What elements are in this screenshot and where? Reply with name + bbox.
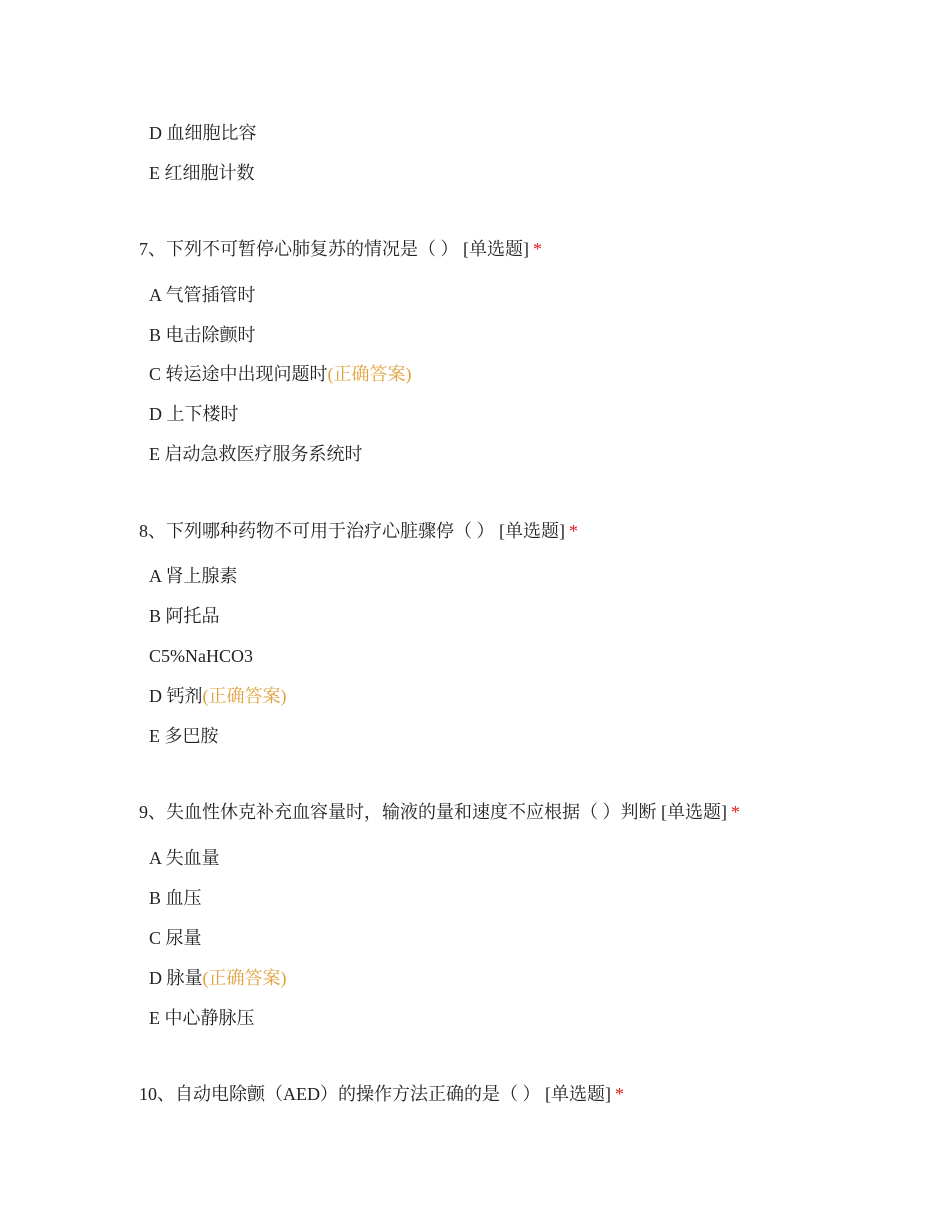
option-text: C 尿量 [149, 928, 202, 948]
question-9-option-d[interactable] [149, 966, 287, 990]
correct-answer-marker: (正确答案) [202, 686, 287, 706]
option-text: A 气管插管时 [149, 285, 256, 305]
question-10-title [139, 1082, 624, 1106]
option-text: D 血细胞比容 [149, 123, 257, 143]
option-d[interactable] [149, 121, 257, 145]
required-mark: * [731, 802, 740, 822]
question-9-option-a[interactable] [149, 846, 220, 870]
option-text: B 阿托品 [149, 606, 220, 626]
option-text: B 血压 [149, 888, 202, 908]
required-mark: * [569, 521, 578, 541]
question-text: 10、自动电除颤（AED）的操作方法正确的是（ ） [单选题] [139, 1084, 611, 1104]
question-8-option-a[interactable] [149, 564, 238, 588]
question-7-option-d[interactable] [149, 402, 239, 426]
question-text: 7、下列不可暂停心肺复苏的情况是（ ） [单选题] [139, 239, 529, 259]
question-7-title [139, 237, 542, 261]
option-text: A 肾上腺素 [149, 566, 238, 586]
question-9-option-b[interactable] [149, 886, 202, 910]
option-e[interactable] [149, 161, 255, 185]
question-8-option-d[interactable] [149, 684, 287, 708]
option-text: C 转运途中出现问题时 [149, 364, 328, 384]
option-text: E 启动急救医疗服务系统时 [149, 444, 363, 464]
option-text: E 多巴胺 [149, 726, 219, 746]
question-9-title [139, 800, 740, 824]
option-text: C5%NaHCO3 [149, 646, 253, 666]
option-text: E 中心静脉压 [149, 1008, 255, 1028]
option-text: A 失血量 [149, 848, 220, 868]
option-text: D 脉量 [149, 968, 203, 988]
option-text: B 电击除颤时 [149, 325, 256, 345]
question-7-option-c[interactable] [149, 362, 412, 386]
question-8-option-c[interactable] [149, 644, 253, 668]
question-7-option-e[interactable] [149, 442, 363, 466]
correct-answer-marker: (正确答案) [202, 968, 287, 988]
question-8-option-b[interactable] [149, 604, 220, 628]
question-9-option-e[interactable] [149, 1006, 255, 1030]
question-8-title [139, 519, 578, 543]
question-text: 8、下列哪种药物不可用于治疗心脏骤停（ ） [单选题] [139, 521, 565, 541]
option-text: E 红细胞计数 [149, 163, 255, 183]
question-7-option-b[interactable] [149, 323, 256, 347]
question-7-option-a[interactable] [149, 283, 256, 307]
question-8-option-e[interactable] [149, 724, 219, 748]
option-text: D 上下楼时 [149, 404, 239, 424]
correct-answer-marker: (正确答案) [327, 364, 412, 384]
question-9-option-c[interactable] [149, 926, 202, 950]
option-text: D 钙剂 [149, 686, 203, 706]
required-mark: * [533, 239, 542, 259]
required-mark: * [614, 1084, 624, 1104]
question-text: 9、失血性休克补充血容量时，输液的量和速度不应根据（ ）判断 [单选题] [139, 802, 727, 822]
